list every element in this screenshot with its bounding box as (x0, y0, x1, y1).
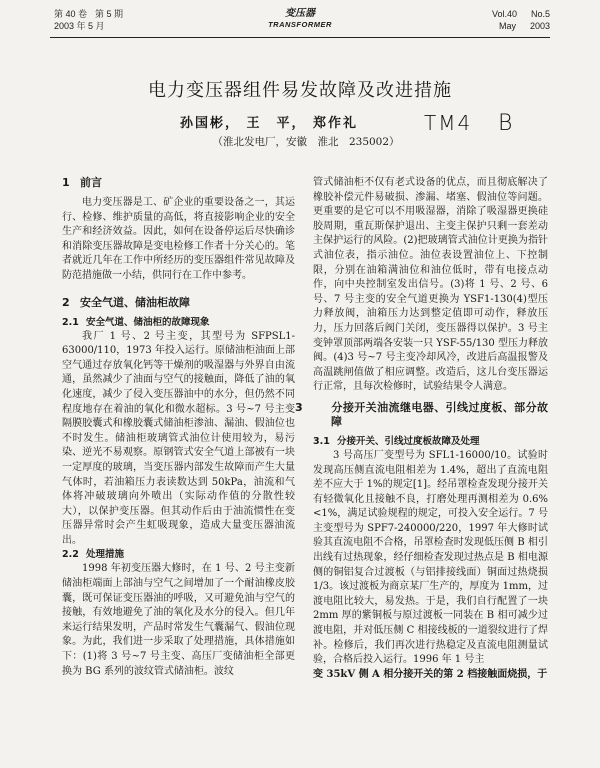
month-en: May (498, 21, 516, 31)
subsection-number: 2.1 (62, 316, 79, 328)
year-en: 2003 (529, 21, 550, 31)
subsection-number: 2.2 (62, 549, 79, 561)
paragraph: 电力变压器是工、矿企业的重要设备之一，其运行、检修、维护质量的高低，将直接影响企业的安全生产和经济效益。因此，如何在设备停运后尽快确诊和消除变压器故障是变电检修工作者十分关心的。笔者就近几年在工作中所经历的变压器组件常见故障及防范措施做一小结，供同行在工作中参考。 (62, 197, 295, 281)
handwritten-letter: B (498, 111, 513, 136)
subsection-heading (313, 435, 548, 449)
issue-en: No.5 (530, 9, 550, 19)
handwritten-class-code: TM4 (424, 111, 473, 135)
section-number: 3 (295, 400, 303, 414)
paragraph-last-line: 变 35kV 侧 A 相分接开关的第 2 档接触面烧损，于 (313, 668, 548, 680)
author-affiliation: （淮北发电厂，安徽 淮北 235002） (212, 136, 400, 148)
section-heading (62, 176, 295, 190)
subsection-title: 处理措施 (86, 549, 125, 561)
paragraph: 3 号高压厂变型号为 SFL1-16000/10。试验时发现高压侧直流电阻相差为 1.4%，超出了直流电阻差不应大于 1%的规定[1]。经吊罩检查发现分接开关有轻微氧化且接触不良，打磨处理再测相差为 0.6% <1%，满足试验规程的规定，可投入安全运行。7 号主变型号为 SPF7-240000/220，1997 年大修时试验其直流电阻不合格，吊罩检查时发现低压侧 B 相引出线有过热现象，经仔细检查发现过热点是 B 相电源侧的铜铝复合过渡板（与铝排接线面）铜面过热烧损 1/3。该过渡板为商京某厂生产的，厚度为 1mm，过渡电阻比较大，易发热。于是，我们自行配置了一块 2mm 厚的紫铜板与原过渡板一同装在 B 相可减少过渡电阻，并对低压侧 C 相接线板的一道裂纹进行了焊补。检修后，我们再次进行热稳定及直流电阻测量试验，合格后投入运行。1996 年 1 号主 (313, 449, 548, 666)
left-column (62, 176, 295, 679)
article-title: 电力变压器组件易发故障及改进措施 (148, 80, 452, 101)
subsection-number: 3.1 (313, 435, 330, 447)
section-heading (295, 400, 548, 429)
volume-cn: 第 40 卷 (54, 9, 88, 19)
section-title: 分接开关油流继电器、引线过度板、部分故障 (331, 400, 548, 428)
paragraph: 管式储油柜不仅有老式设备的优点，而且彻底解决了橡胶补偿元件易破损、渗漏、堵塞、假油位等问题。更重要的是它可以不用吸湿器，消除了吸湿器更换硅胶周期，重瓦斯保护退出、主变主保护只剩一套差动主保护运行的风险。(2)把玻璃管式油位计更换为指针式油位表，指示油位。油位表设置油位上、下控制限，分别在油箱满油位和油位低时，带有电接点动作，向中央控制室发出信号。(3)将 1 号、2 号、6 号、7 号主变的安全气道更换为 YSF1-130(4)型压力释放阀，油箱压力达到整定值即可动作，释放压力，压力回落后阀门关闭，变压器得以保护。3 号主变钟罩顶部两端各安装一只 YSF-55/130 型压力释放阀。(4)3 号~7 号主变冷却风冷，改进后高温报警及高温跳闸值做了相应调整。改造后，这儿台变压器运行正常，且每次检修时，试验结果令人满意。 (313, 177, 548, 393)
header-rule (50, 37, 550, 38)
issue-cn: 第 5 期 (95, 9, 124, 19)
paragraph: 1998 年初变压器大修时，在 1 号、2 号主变新储油柜端面上部油与空气之间增加了一个耐油橡皮胶囊，既可保证变压器油的呼吸，又可避免油与空气的接触，有效地避免了油的氧化及水分的侵入。但几年来运行结果发明，产品时常发生气囊漏气、假油位现象。为此，我们进一步采取了处理措施，具体措施如下：(1)将 3 号~7 号主变、高压厂变储油柜全部更换为 BG 系列的波纹管式储油柜。波纹 (62, 563, 295, 677)
subsection-title: 安全气道、储油柜的故障现象 (86, 316, 210, 328)
journal-name-cn: 变压器 (285, 8, 315, 19)
section-title: 前言 (80, 176, 102, 189)
section-number: 1 (62, 176, 70, 189)
section-heading (62, 296, 295, 310)
right-column (295, 176, 548, 682)
section-title: 安全气道、储油柜故障 (80, 295, 190, 309)
subsection-title: 分接开关、引线过度板故障及处理 (337, 435, 480, 447)
paragraph: 我厂 1 号、2 号主变，其型号为 SFPSL1-63000/110，1973 年投入运行。原储油柜油面上部空气通过存放氧化钙等干燥剂的吸湿器与外界自由流通，虽然减少了油面与空气的接触面，降低了油的氧化速度，减少了侵入变压器油中的水分，但仍然不同程度地存在着油的氧化和微水超标。3 号~7 号主变隔膜胶囊式和橡胶囊式储油柜渗油、漏油、假油位也不时发生。储油柜玻璃管式油位计使用较为，易污染、逆光不易观察。原钢管式安全气道上部被有一块一定厚度的玻璃，当变压器内部发生故障而产生大量气体时，若油箱压力表读数达到 50kPa，油流和气体将冲破玻璃向外喷出（实际动作值的分散性较大），以保护变压器。但其动作后由于油流惯性在变压器异常时会产生虹吸现象，造成大量变压器油流出。 (62, 330, 295, 546)
section-number: 2 (62, 295, 70, 309)
volume-en: Vol.40 (491, 9, 517, 19)
article-authors: 孙国彬， 王 平， 郑作礼 (180, 116, 359, 131)
journal-name-en: TRANSFORMER (268, 20, 332, 29)
date-cn: 2003 年 5 月 (54, 21, 105, 31)
subsection-heading (62, 548, 295, 562)
subsection-heading (62, 316, 295, 330)
header-right (478, 8, 550, 32)
